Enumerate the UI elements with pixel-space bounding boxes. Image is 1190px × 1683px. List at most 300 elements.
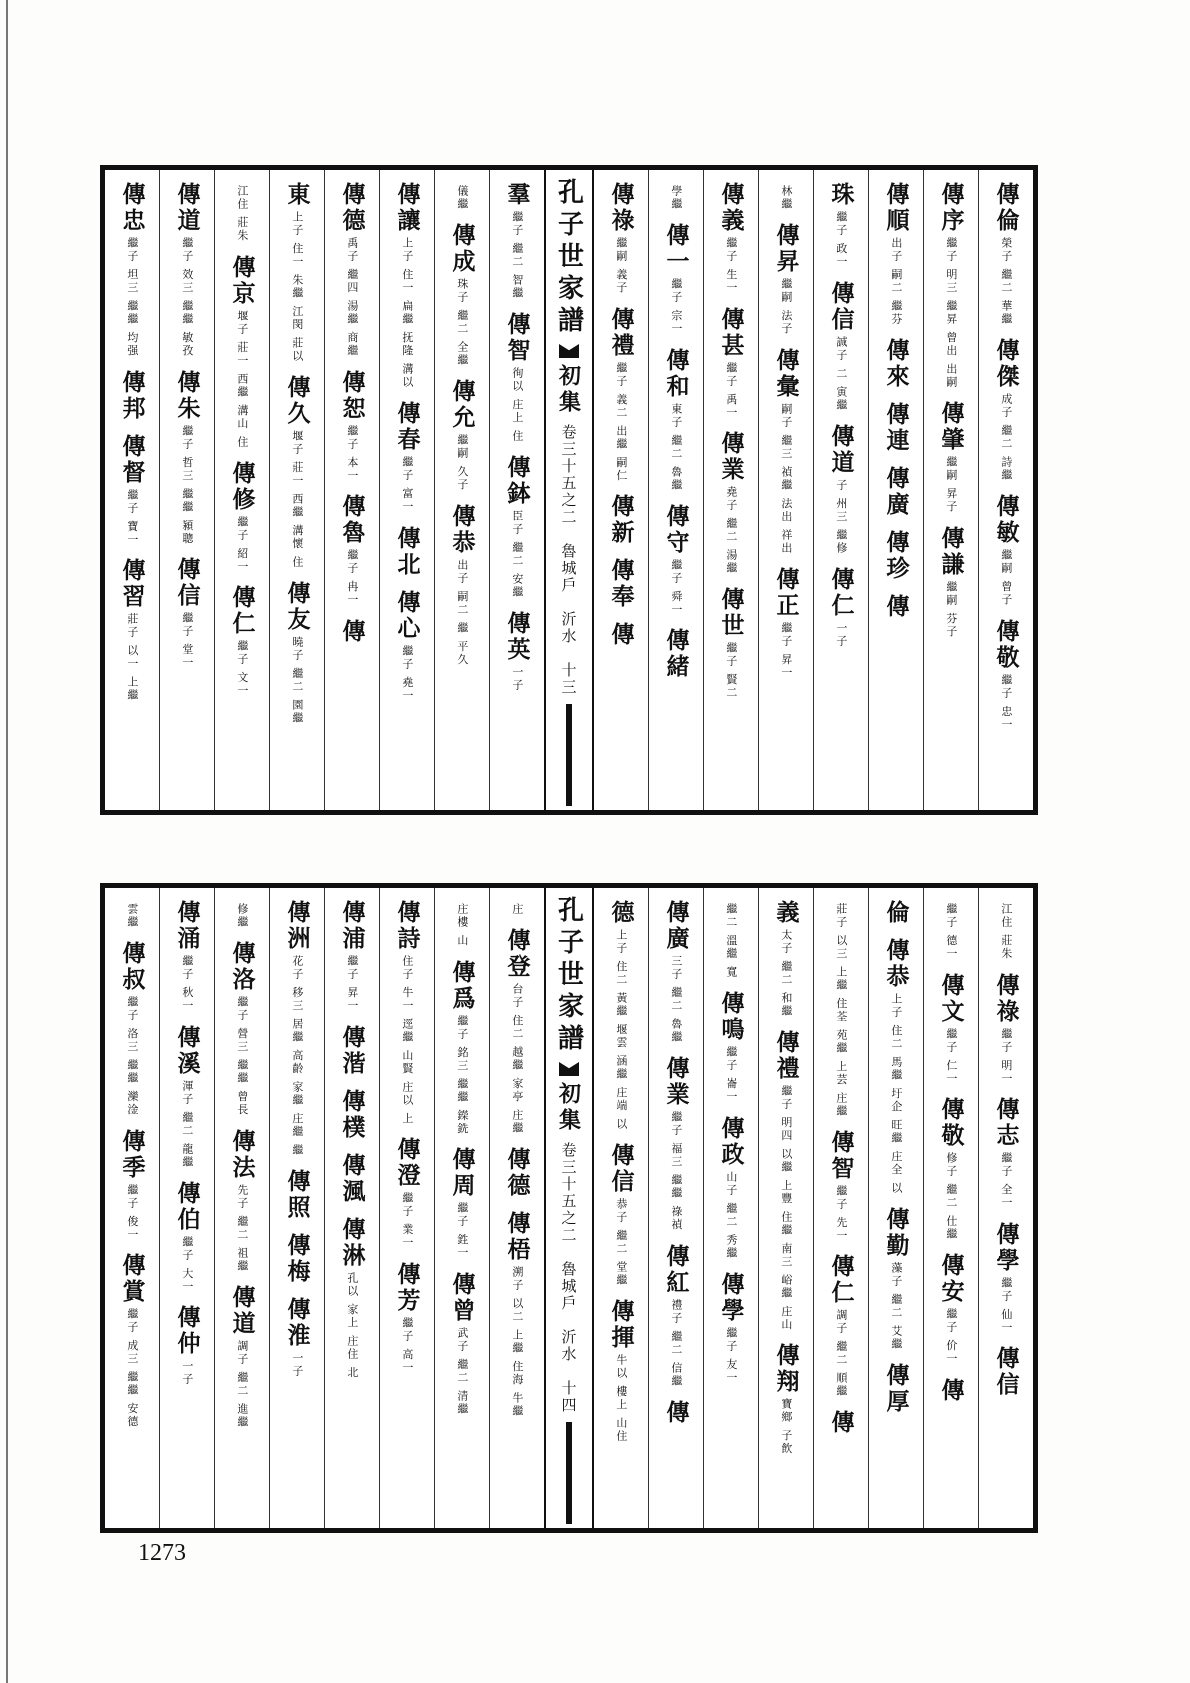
genealogy-entry [173,1180,201,1294]
person-name: 傳緒 [662,628,690,680]
person-name: 傳 [338,618,366,645]
genealogy-entry [228,254,256,449]
genealogy-entry [882,338,910,390]
person-name: 傳北 [393,525,421,578]
genealogy-entry [827,423,855,555]
lineage-note: 上子 住一 朱繼 江閔 莊以 [290,211,304,363]
genealogy-entry [607,1142,635,1287]
lineage-note: 牛以 樓上 山住 [614,1353,628,1443]
person-name: 傳督 [118,433,146,486]
genealogy-entry [118,558,146,702]
person-name: 傳周 [448,1147,476,1199]
lineage-note: 繼子 坦三 繼繼 均强 [125,237,139,358]
person-name: 傳鉢 [503,455,531,507]
genealogy-column [269,170,324,810]
genealogy-entry [662,503,690,617]
lineage-note: 繼子 富一 [400,456,414,514]
genealogy-entry [283,581,311,725]
genealogy-column [105,888,159,1528]
lineage-note: 繼子 宗一 [669,278,683,336]
lineage-note: 繼子 本一 [345,424,359,482]
person-name: 傳新 [607,494,635,546]
person-name: 傳成 [448,223,476,275]
genealogy-entry [662,628,690,680]
genealogy-entry [772,1030,800,1332]
lineage-note: 繼子 福三 繼繼 祿禎 [669,1111,683,1232]
genealogy-column [269,888,324,1528]
book-title: 孔子世家譜 [553,896,584,1056]
genealogy-entry [662,1056,690,1232]
lineage-note: 堰子 莊一 西繼 溝懷 住 [290,430,304,569]
person-name: 傳 [937,1377,965,1404]
genealogy-entry [393,401,421,514]
person-name: 傳習 [118,558,146,610]
genealogy-column [978,888,1033,1528]
genealogy-entry [882,594,910,620]
person-name: 傳浦 [338,900,366,952]
person-name: 傳信 [827,280,855,333]
genealogy-column [434,888,489,1528]
genealogy-column [105,170,159,810]
genealogy-column [703,888,758,1528]
genealogy-entry [882,530,910,582]
person-name: 傳曾 [448,1271,476,1324]
genealogy-entry [772,347,800,555]
genealogy-entry [455,900,469,948]
genealogy-column [813,170,868,810]
genealogy-entry [125,900,139,929]
lineage-note: 學繼 [669,185,683,211]
person-name: 傳季 [118,1128,146,1181]
lineage-note: 繼嗣 曾子 [999,549,1013,607]
genealogy-entry [827,182,855,269]
genealogy-entry [393,525,421,578]
lineage-note: 江住 莊朱 [999,903,1013,961]
person-name: 傳忠 [118,182,146,234]
person-name: 傳業 [717,431,745,483]
genealogy-entry [173,1305,201,1386]
person-name: 傳春 [393,401,421,453]
genealogy-entry [173,900,201,1013]
genealogy-entry [235,900,249,929]
person-name: 傳肇 [937,401,965,453]
person-name: 傳渢 [338,1152,366,1205]
genealogy-entry [882,1362,910,1415]
lineage-note: 繼子 繼二 智繼 [510,211,524,300]
genealogy-entry [228,1128,256,1273]
lineage-note: 一子 [180,1360,194,1386]
genealogy-entry [882,900,910,926]
person-name: 傳道 [173,182,201,234]
lineage-note: 子 州三 繼修 [834,478,848,555]
lineage-note: 珠子 繼二 全繼 [455,278,469,367]
genealogy-entry [338,1024,366,1077]
person-name: 傳朱 [173,369,201,422]
genealogy-entry [607,1298,635,1443]
genealogy-entry [772,566,800,680]
genealogy-entry [772,223,800,336]
header-bar [566,704,572,806]
genealogy-entry [779,182,793,211]
person-name: 傳業 [662,1056,690,1108]
person-name: 傳恭 [448,503,476,556]
person-name: 傳甚 [717,306,745,359]
lineage-note: 繼子 冉一 [345,549,359,607]
lineage-note: 繼子 營三 繼繼 曾長 [235,996,249,1117]
lineage-note: 修子 繼二 仕繼 [944,1152,958,1241]
lineage-note: 徇以 庄上 住 [510,367,524,443]
lineage-note: 住子 牛一 逕繼 山賢 庄以 上 [400,955,414,1126]
genealogy-entry [448,1147,476,1260]
lineage-note: 誠子 二 寅繼 [834,335,848,412]
genealogy-column [703,170,758,810]
lineage-note: 山子 繼二 秀繼 [724,1170,738,1260]
person-name: 傳彙 [772,347,800,400]
lineage-note: 繼二 溫繼 寬 [724,903,738,979]
lineage-note: 繼子 成三 繼繼 安德 [125,1308,139,1429]
lineage-note: 林繼 [779,185,793,211]
lineage-note: 繼子 高一 [400,1316,414,1375]
genealogy-column [214,170,269,810]
lineage-note: 繼子 德一 [944,903,958,961]
genealogy-entry [607,306,635,483]
person-name: 傳伯 [173,1180,201,1233]
genealogy-entry [338,369,366,483]
lineage-note: 嗣子 繼三 禎繼 法出 祥出 [779,402,793,555]
person-name: 傳智 [827,1129,855,1182]
genealogy-entry [393,1137,421,1250]
genealogy-entry [662,347,690,492]
genealogy-entry [173,1024,201,1169]
lineage-note: 繼子 仁一 [944,1027,958,1085]
genealogy-entry [717,182,745,295]
genealogy-entry [882,466,910,518]
genealogy-entry [882,402,910,454]
person-name: 傳厚 [882,1362,910,1415]
genealogy-entry [937,1253,965,1366]
person-name: 傳廣 [882,466,910,518]
lineage-note: 庄 [510,903,524,916]
lineage-note: 台子 住二 越繼 家亭 庄繼 [510,983,524,1135]
genealogy-column [758,888,813,1528]
person-name: 傳信 [173,557,201,609]
lineage-note: 渾子 繼二 龍繼 [180,1079,194,1169]
person-name: 傳祿 [992,972,1020,1025]
person-name: 傳順 [882,182,910,234]
lineage-note: 繼子 价一 [944,1308,958,1366]
genealogy-entry [772,1343,800,1456]
lineage-note: 繼子 崙一 [724,1046,738,1104]
person-name: 傳連 [882,402,910,454]
volume-info: 卷三十五之二 魯城戶 沂水 十三 [559,424,578,696]
genealogy-column [379,170,434,810]
genealogy-entry [827,1254,855,1399]
person-name: 珠 [827,182,855,208]
genealogy-entry [937,182,965,389]
person-name: 傳禮 [607,306,635,359]
person-name: 傳久 [283,375,311,427]
person-name: 傳志 [992,1097,1020,1149]
lineage-note: 繼子 明一 [999,1027,1013,1085]
lineage-note: 繼子 賢二 [724,642,738,700]
lineage-note: 武子 繼二 清繼 [455,1326,469,1416]
person-name: 傳和 [662,347,690,400]
book-subtitle: 初集 [555,1082,582,1134]
genealogy-entry [448,503,476,667]
person-name: 傳洛 [228,941,256,993]
lineage-note: 繼子 生一 [724,237,738,295]
person-name: 傳仁 [228,585,256,637]
lineage-note: 莊子 以三 上繼 住荃 苑繼 上芸 庄繼 [834,903,848,1118]
genealogy-entry [992,972,1020,1086]
person-name: 傳修 [228,460,256,513]
lineage-note: 莊子 以一 上繼 [125,613,139,702]
person-name: 傳文 [937,972,965,1025]
genealogy-entry [724,900,738,979]
genealogy-entry [999,900,1013,961]
genealogy-entry [283,900,311,1157]
genealogy-entry [772,900,800,1018]
person-name: 傳守 [662,503,690,556]
genealogy-entry [992,1097,1020,1210]
genealogy-entry [118,433,146,547]
lineage-note: 藻子 繼二 艾繼 [889,1261,903,1351]
lineage-note: 寶鄉 子飲 [779,1398,793,1456]
person-name: 傳淋 [338,1216,366,1269]
page-header-14 [544,888,594,1528]
lineage-note: 庄樓 山 [455,903,469,948]
genealogy-entry [338,1088,366,1141]
lineage-note: 繼子 業一 [400,1192,414,1250]
person-name: 傳澄 [393,1137,421,1190]
person-name: 義 [772,900,800,926]
lineage-note: 繼子 效三 繼繼 敏孜 [180,237,194,358]
lineage-note: 繼嗣 義子 [614,237,628,295]
genealogy-entry [607,494,635,546]
person-name: 傳奉 [607,558,635,610]
person-name: 傳禮 [772,1030,800,1082]
person-name: 傳序 [937,182,965,234]
lineage-note: 一子 [290,1351,304,1378]
genealogy-entry [118,1253,146,1429]
lineage-note: 繼子 全一 [999,1152,1013,1210]
lineage-note: 繼子 紹一 [235,515,249,573]
lineage-note: 繼子 鉎一 [455,1202,469,1260]
genealogy-entry [393,182,421,389]
genealogy-entry [393,900,421,1126]
person-name: 傳心 [393,589,421,642]
lineage-note: 溯子 以二 上繼 住海 牛繼 [510,1266,524,1418]
lineage-note: 繼子 堯一 [400,644,414,702]
genealogy-entry [662,1399,690,1426]
fish-tail-mark [559,1062,579,1076]
lineage-note: 修繼 [235,903,249,929]
genealogy-entry [944,900,958,961]
lineage-note: 繼子 昇一 [345,955,359,1013]
lineage-note: 榮子 繼二 華繼 [999,237,1013,326]
person-name: 傳登 [503,928,531,980]
lineage-note: 一子 [834,621,848,648]
genealogy-entry [992,1221,1020,1335]
genealogy-entry [503,312,531,443]
person-name: 傳德 [338,182,366,234]
person-name: 傳照 [283,1168,311,1221]
lineage-note: 儀繼 [455,185,469,211]
person-name: 傳正 [772,566,800,619]
person-name: 傳學 [717,1271,745,1324]
genealogy-entry [827,566,855,648]
person-name: 傳賞 [118,1253,146,1305]
person-name: 傳一 [662,223,690,275]
person-name: 傳昇 [772,223,800,275]
genealogy-entry [662,900,690,1044]
genealogy-column [489,888,544,1528]
genealogy-entry [338,494,366,607]
genealogy-column [489,170,544,810]
lineage-note: 曉子 繼二 園繼 [290,636,304,725]
genealogy-entry [937,972,965,1086]
person-name: 傳謙 [937,525,965,578]
lineage-note: 臣子 繼二 安繼 [510,510,524,599]
person-name: 傳世 [717,587,745,639]
genealogy-entry [607,558,635,610]
lineage-note: 一子 [510,666,524,692]
person-name: 傳溪 [173,1024,201,1077]
lineage-note: 上子 住二 馬繼 圩企 旺繼 庄全 以 [889,993,903,1195]
lineage-note: 出子 嗣二 繼 平久 [455,558,469,666]
lineage-note: 繼子 義二 出繼 嗣仁 [614,361,628,482]
genealogy-entry [717,431,745,575]
person-name: 傳智 [503,312,531,364]
genealogy-column [594,170,648,810]
person-name: 傳梅 [283,1232,311,1285]
page-number: 1273 [138,1540,186,1566]
genealogy-column [813,888,868,1528]
person-name: 傳揮 [607,1298,635,1351]
person-name: 傳仲 [173,1305,201,1357]
person-name: 傳 [662,1399,690,1426]
genealogy-entry [669,182,683,211]
lineage-note: 繼子 秋一 [180,955,194,1013]
lineage-note: 繼嗣 芬子 [944,580,958,638]
lineage-note: 繼子 明三 繼昇 曾出 出嗣 [944,237,958,389]
genealogy-entry [118,941,146,1117]
person-name: 傳法 [228,1128,256,1181]
lineage-note: 繼子 哲三 繼繼 潁聰 [180,424,194,545]
lineage-note: 堰子 莊一 西繼 溝山 住 [235,309,249,449]
genealogy-entry [283,1168,311,1221]
person-name: 傳廣 [662,900,690,952]
person-name: 傳湝 [338,1024,366,1077]
lineage-note: 繼子 忠一 [999,673,1013,731]
genealogy-entry [992,494,1020,607]
lineage-note: 繼子 禹一 [724,361,738,419]
person-name: 傳淮 [283,1296,311,1349]
person-name: 傳恭 [882,938,910,990]
genealogy-entry [118,1128,146,1242]
genealogy-entry [662,223,690,336]
genealogy-entry [937,1097,965,1241]
lineage-note: 堯子 繼二 湯繼 [724,486,738,575]
person-name: 羣 [503,182,531,208]
genealogy-entry [503,611,531,692]
person-name: 傳魯 [338,494,366,546]
genealogy-entry [503,1147,531,1199]
genealogy-entry [338,182,366,358]
genealogy-entry [827,1410,855,1437]
genealogy-entry [228,460,256,574]
genealogy-entry [393,1261,421,1375]
person-name: 傳敬 [992,618,1020,671]
genealogy-column [868,888,923,1528]
genealogy-entry [937,525,965,639]
genealogy-entry [607,182,635,295]
person-name: 德 [607,900,635,926]
genealogy-entry [503,455,531,599]
scan-edge-line [6,0,8,1683]
genealogy-entry [607,622,635,648]
genealogy-entry [992,338,1020,482]
person-name: 傳倫 [992,182,1020,234]
genealogy-entry [717,991,745,1104]
person-name: 傳仁 [827,566,855,619]
genealogy-entry [992,618,1020,732]
person-name: 傳樸 [338,1088,366,1141]
genealogy-entry [228,941,256,1117]
person-name: 傳仁 [827,1254,855,1307]
genealogy-entry [338,618,366,645]
lineage-note: 上子 住一 扁繼 抚隆 溝以 [400,237,414,389]
genealogy-entry [827,1129,855,1243]
genealogy-entry [448,379,476,492]
lineage-note: 繼嗣 法子 [779,278,793,336]
lineage-note: 恭子 繼二 堂繼 [614,1197,628,1287]
lineage-note: 繼嗣 昇子 [944,456,958,514]
person-name: 傳傑 [992,338,1020,390]
lineage-note: 江住 莊朱 [235,185,249,243]
lineage-note: 繼子 寶一 [125,488,139,546]
fish-tail-mark [559,344,579,358]
person-name: 傳義 [717,182,745,234]
lineage-note: 繼子 俊一 [125,1183,139,1241]
lineage-note: 禮子 繼二 信繼 [669,1298,683,1388]
genealogy-entry [338,1152,366,1205]
genealogy-column [159,170,214,810]
lineage-note: 繼嗣 久子 [455,434,469,492]
person-name: 傳洲 [283,900,311,952]
genealogy-entry [173,557,201,670]
person-name: 傳 [882,594,910,620]
person-name: 傳允 [448,379,476,431]
person-name: 傳信 [992,1346,1020,1398]
genealogy-entry [717,306,745,420]
lineage-note: 孔以 家上 庄住 北 [345,1271,359,1379]
person-name: 傳詩 [393,900,421,952]
genealogy-column [648,888,703,1528]
genealogy-column [214,888,269,1528]
person-name: 傳珍 [882,530,910,582]
genealogy-entry [393,589,421,703]
genealogy-entry [662,1243,690,1388]
lineage-note: 東子 繼二 魯繼 [669,402,683,492]
lineage-note: 繼子 銘三 繼繼 鑅銑 [455,1014,469,1135]
lineage-note: 繼子 堂一 [180,612,194,670]
lineage-note: 出子 嗣二 繼芬 [889,237,903,326]
lineage-note: 繼子 先一 [834,1184,848,1243]
genealogy-entry [834,900,848,1118]
person-name: 傳恕 [338,369,366,422]
person-name: 傳政 [717,1115,745,1168]
